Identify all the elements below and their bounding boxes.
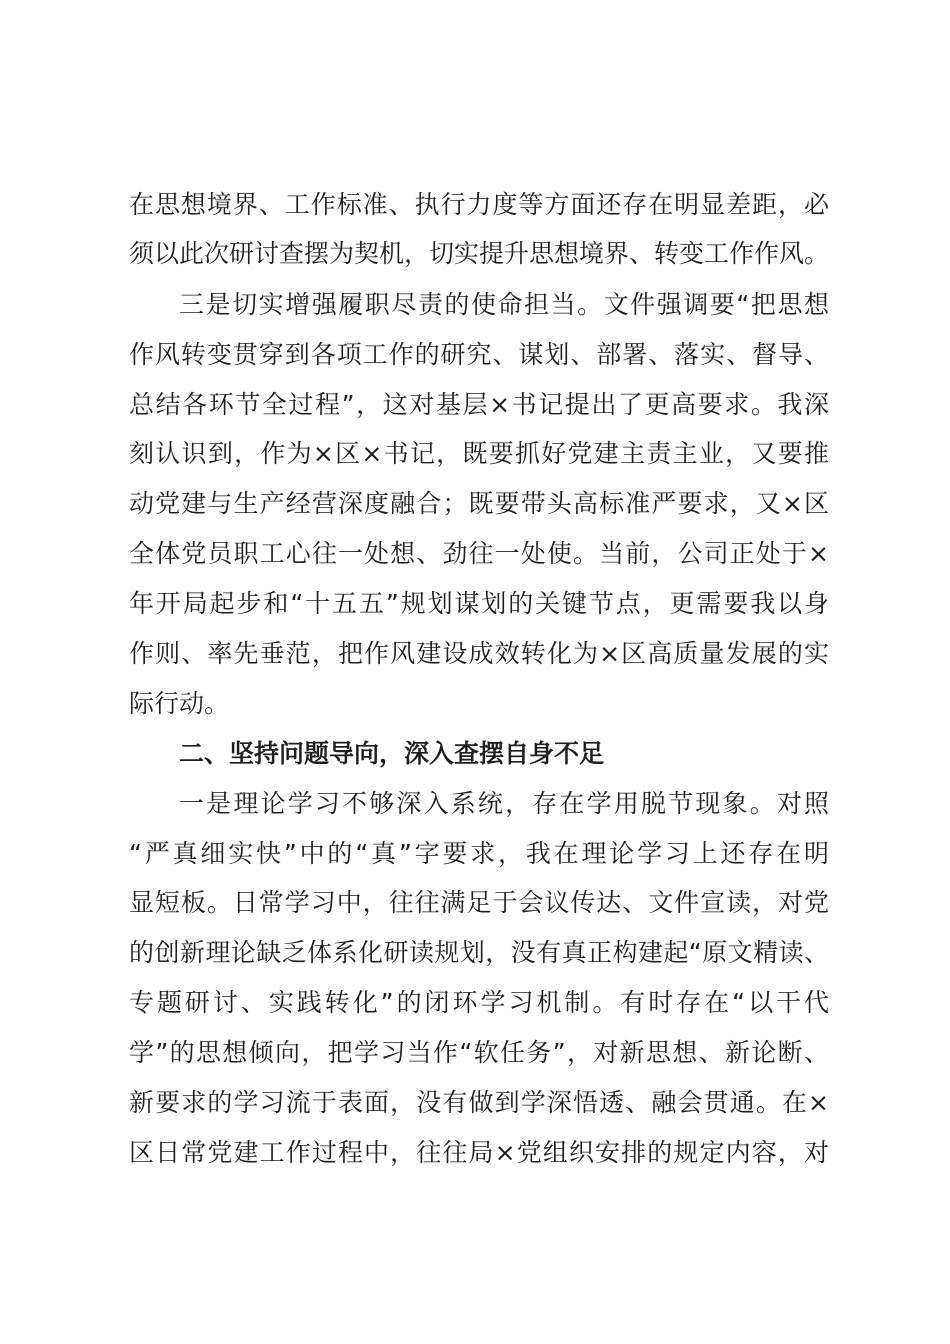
text-line-20: 区日常党建工作过程中，往往局×党组织安排的规定内容，对 xyxy=(129,1138,829,1167)
text-line-5: 总结各环节全过程”，这对基层×书记提出了更高要求。我深 xyxy=(129,390,829,419)
text-line-6: 刻认识到，作为×区×书记，既要抓好党建主责主业，又要推 xyxy=(129,439,829,468)
text-line-4: 作风转变贯穿到各项工作的研究、谋划、部署、落实、督导、 xyxy=(129,340,829,369)
text-line-9: 年开局起步和“十五五”规划谋划的关键节点，更需要我以身 xyxy=(129,589,829,618)
text-line-1: 在思想境界、工作标准、执行力度等方面还存在明显差距，必 xyxy=(129,190,829,219)
text-line-13: 一是理论学习不够深入系统，存在学用脱节现象。对照 xyxy=(179,789,829,818)
text-line-2: 须以此次研讨查摆为契机，切实提升思想境界、转变工作作风。 xyxy=(129,239,829,268)
section-heading: 二、坚持问题导向，深入查摆自身不足 xyxy=(179,739,605,768)
text-line-16: 的创新理论缺乏体系化研读规划，没有真正构建起“原文精读、 xyxy=(129,938,829,967)
text-line-18: 学”的思想倾向，把学习当作“软任务”，对新思想、新论断、 xyxy=(129,1038,829,1067)
text-line-7: 动党建与生产经营深度融合；既要带头高标准严要求，又×区 xyxy=(129,489,829,518)
text-line-15: 显短板。日常学习中，往往满足于会议传达、文件宣读，对党 xyxy=(129,888,829,917)
text-line-14: “严真细实快”中的“真”字要求，我在理论学习上还存在明 xyxy=(129,839,829,868)
text-line-17: 专题研讨、实践转化”的闭环学习机制。有时存在“以干代 xyxy=(129,988,829,1017)
text-line-10: 作则、率先垂范，把作风建设成效转化为×区高质量发展的实 xyxy=(129,639,829,668)
text-line-8: 全体党员职工心往一处想、劲往一处使。当前，公司正处于× xyxy=(129,539,829,568)
text-line-11: 际行动。 xyxy=(129,689,230,718)
text-line-3: 三是切实增强履职尽责的使命担当。文件强调要“把思想 xyxy=(179,290,829,319)
text-line-19: 新要求的学习流于表面，没有做到学深悟透、融会贯通。在× xyxy=(129,1088,829,1117)
